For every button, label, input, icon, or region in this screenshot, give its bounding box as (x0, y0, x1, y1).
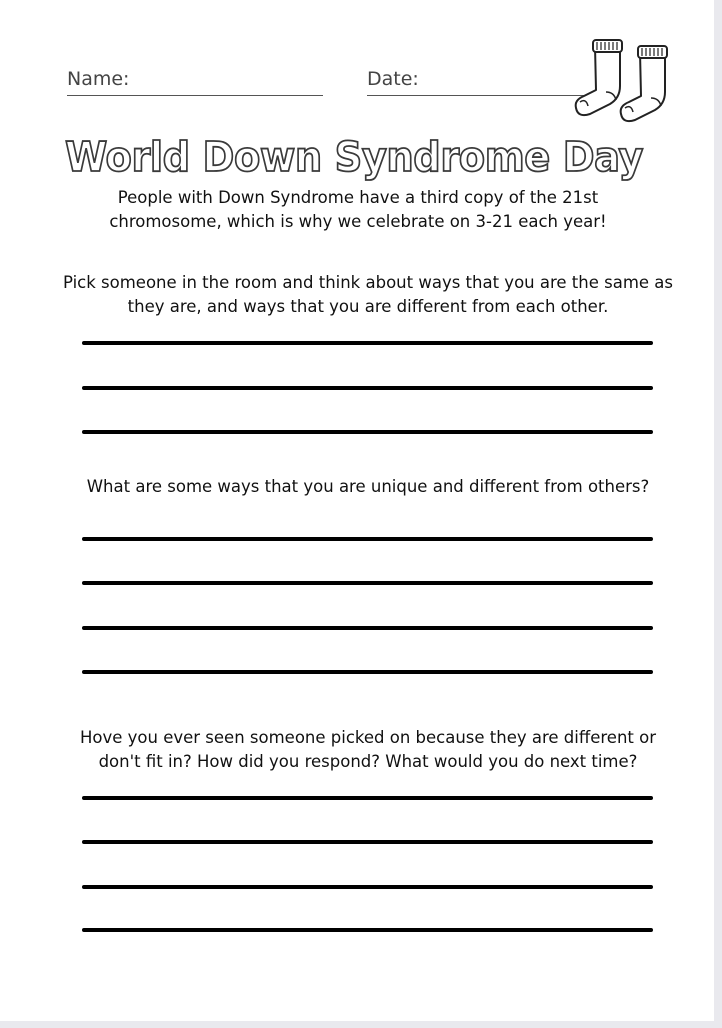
name-label: Name: (67, 68, 130, 90)
answer-line[interactable] (82, 885, 653, 889)
page-title (60, 128, 660, 190)
answer-line[interactable] (82, 537, 653, 541)
answer-line[interactable] (82, 341, 653, 345)
answer-line[interactable] (82, 670, 653, 674)
answer-line[interactable] (82, 840, 653, 844)
name-field[interactable] (67, 95, 323, 96)
date-label: Date: (367, 68, 419, 90)
question-1-text: Pick someone in the room and think about ways that you are the same as they are, and ways that you are different from each other. (62, 273, 674, 316)
intro-text: People with Down Syndrome have a third copy of the 21st chromosome, which is why we celebrate on 3-21 each year! (109, 188, 607, 231)
socks-icon (570, 36, 680, 126)
answer-line[interactable] (82, 626, 653, 630)
answer-line[interactable] (82, 386, 653, 390)
answer-line[interactable] (82, 796, 653, 800)
question-3-text: Hove you ever seen someone picked on because they are different or don't fit in? How did you respond? What would you do next time? (79, 728, 657, 771)
answer-line[interactable] (82, 928, 653, 932)
title-text: World Down Syndrome Day (65, 133, 643, 181)
question-2-text: What are some ways that you are unique and different from others? (86, 477, 650, 496)
answer-line[interactable] (82, 581, 653, 585)
answer-line[interactable] (82, 430, 653, 434)
